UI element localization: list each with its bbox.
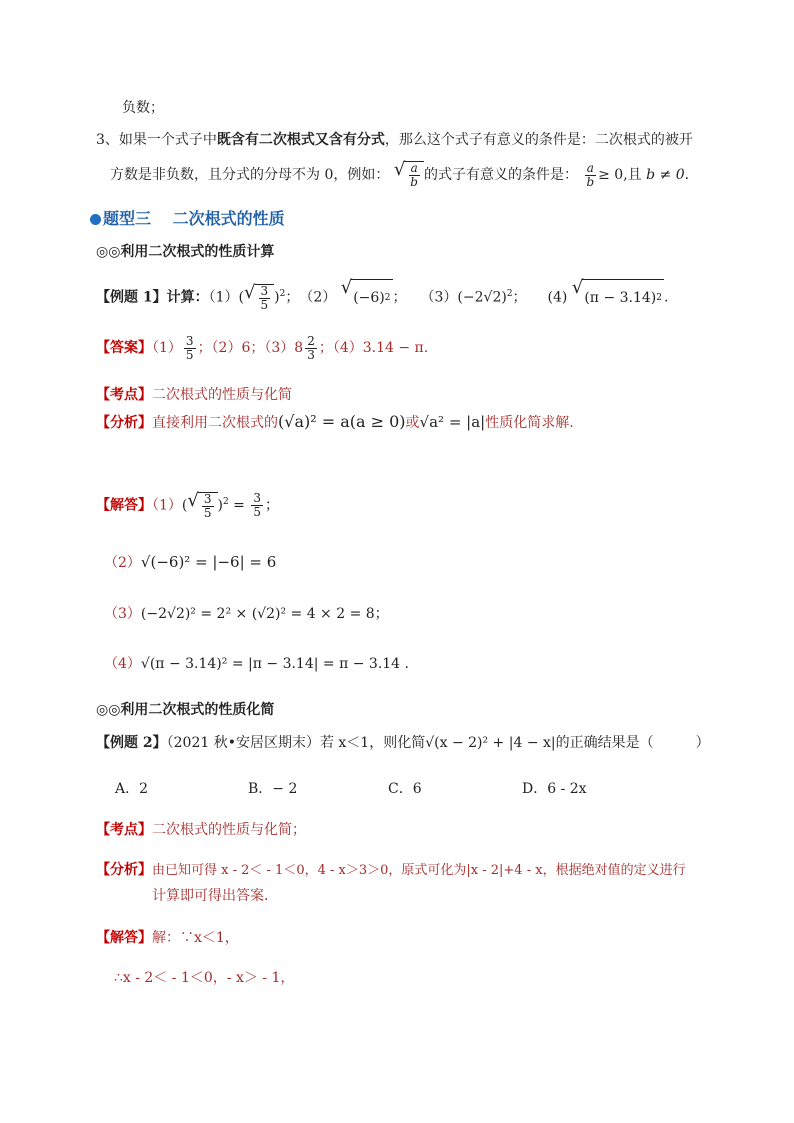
jieda1-s4-num: （4）: [104, 656, 141, 672]
fenxi1-text-c: 性质化简求解.: [485, 415, 574, 431]
line3-c: ≥ 0,且: [598, 167, 642, 183]
intro-line1: [122, 98, 164, 118]
jieda1-label: 【解答】: [96, 497, 152, 514]
example1-p3: ； （3）: [392, 289, 458, 306]
jieda1-s2-formula: √(−6)² = |−6| = 6: [140, 553, 277, 571]
frac-3-5-b: $\frac{3}{5}$: [253, 491, 261, 520]
kaodian2: [96, 820, 306, 840]
jieda1-s1-num: （1）: [152, 497, 182, 514]
item3-bold: 既含有二次根式又含有分式: [216, 132, 385, 148]
fenxi2-line1: [96, 860, 686, 881]
line3-b: 的式子有意义的条件是：: [423, 167, 578, 183]
sqrt-a-over-b: √ $\frac{a}{b}$: [394, 161, 424, 189]
example1-lead: 计算：: [166, 289, 209, 306]
kaodian1-text: 二次根式的性质与化简: [152, 387, 292, 403]
example2-text: （2021 秋•安居区期末）若 x＜1，则化简: [166, 735, 426, 751]
line3-d: b ≠ 0: [646, 167, 685, 183]
example1-p3b: (−2√2): [457, 289, 507, 306]
fenxi2-text-1: 由已知可得 x - 2＜ - 1＜0，4 - x＞3＞0，原式可化为|x - 2|+4 - x，根据绝对值的定义进行: [152, 863, 686, 878]
section-heading: [90, 208, 285, 231]
fenxi1: [96, 410, 574, 435]
sqrt-neg6-sq: √ (−6) 2: [341, 279, 393, 316]
bullet-dot-icon: [90, 214, 101, 225]
jieda1-s3-formula: (−2√2)² = 2² × (√2)² = 4 × 2 = 8；: [140, 606, 389, 622]
item3-rest: ，那么这个式子有意义的条件是：二次根式的被开: [384, 132, 693, 148]
fenxi1-formula2: √a² = |a|: [419, 413, 486, 431]
answer1: [96, 330, 428, 370]
intro-text-1: 负数；: [122, 100, 164, 116]
answer1-label: 【答案】: [96, 340, 152, 356]
intro-line3: [110, 160, 689, 194]
jieda2-text-1: 解：∵x＜1，: [152, 930, 239, 946]
option-b: B．− 2: [248, 781, 298, 797]
answer1-a2: ；（2）6；（3）8: [197, 340, 304, 356]
example1-p2: ； （2）: [285, 289, 337, 306]
intro-item3: [96, 130, 693, 150]
example2-label: 【例题 2】: [96, 735, 167, 751]
jieda1-step4: [104, 652, 409, 676]
fenxi1-text-a: 直接利用二次根式的: [152, 415, 278, 431]
jieda2-line1: [96, 928, 239, 948]
answer1-a1: （1）: [152, 340, 182, 356]
item3-prefix: 3、如果一个式子中: [96, 132, 217, 148]
example2-formula: √(x − 2)² + |4 − x|: [425, 735, 556, 751]
fenxi1-formula1: (√a)² = a(a ≥ 0): [278, 412, 406, 431]
line3-a: 方数是非负数，且分式的分母不为 0，例如：: [110, 167, 390, 183]
example1-p4: ； (4): [512, 289, 568, 306]
frac-3-5: $\frac{3}{5}$: [185, 333, 194, 362]
sub-heading-1: ◎◎利用二次根式的性质计算: [96, 244, 275, 260]
sqrt-3-5-b: √ $\frac{3}{5}$: [187, 492, 217, 520]
section-title: 题型三 二次根式的性质: [103, 209, 285, 228]
example1-p1: （1）: [208, 289, 239, 306]
kaodian1-label: 【考点】: [96, 387, 152, 403]
sqrt-pi-sq: √ (π − 3.14) 2: [572, 279, 664, 316]
example1-end: .: [664, 289, 669, 306]
jieda1-s1-eq: =: [233, 497, 245, 514]
jieda1-s2-num: （2）: [104, 555, 141, 571]
jieda1-step1: 【解答】（1）( √ $\frac{3}{5}$ )$^2$ = $\frac{3}{5}$ ；: [96, 489, 279, 520]
jieda1-s3-num: （3）: [104, 606, 141, 622]
fenxi2-label: 【分析】: [96, 862, 152, 878]
answer1-a3: ；（4）3.14 − π.: [318, 340, 429, 356]
frac-2-3: $\frac{2}{3}$: [307, 333, 315, 362]
jieda1-step2: [104, 550, 276, 575]
example1-label: 【例题 1】: [96, 289, 167, 306]
example2: [96, 730, 710, 756]
example1: 【例题 1】计算：（1）( √ $\frac{3}{5}$ )$^2$； （2） √ (−6) 2 ； $(3)(-2√2)^2$； (4) √ (π − 3.14) 2 .: [96, 276, 668, 316]
jieda1-step3: [104, 602, 389, 626]
line3-end: .: [684, 167, 690, 183]
sub-heading-2: ◎◎利用二次根式的性质化简: [96, 702, 275, 718]
frac-a-b: $\frac{a}{b}$: [586, 160, 595, 189]
sqrt-3-5: √ $\frac{3}{5}$: [244, 284, 274, 312]
kaodian1: [96, 385, 292, 405]
option-c: C．6: [388, 781, 422, 797]
example2-text2: 的正确结果是（ ）: [555, 735, 710, 751]
option-a: A．2: [115, 781, 149, 797]
kaodian2-label: 【考点】: [96, 822, 152, 838]
option-d: D．6 - 2x: [522, 781, 587, 797]
jieda1-s4-formula: √(π − 3.14)² = |π − 3.14| = π − 3.14 .: [140, 656, 409, 672]
fenxi1-text-b: 或: [405, 415, 420, 431]
kaodian2-text: 二次根式的性质与化简；: [152, 822, 306, 838]
fenxi1-label: 【分析】: [96, 415, 152, 431]
fenxi2-line2: 计算即可得出答案．: [152, 888, 278, 904]
jieda2-label: 【解答】: [96, 930, 152, 946]
jieda2-line2: ∴x - 2＜ - 1＜0，- x＞ - 1，: [114, 970, 295, 986]
example1-p4b: (π − 3.14): [584, 290, 657, 307]
